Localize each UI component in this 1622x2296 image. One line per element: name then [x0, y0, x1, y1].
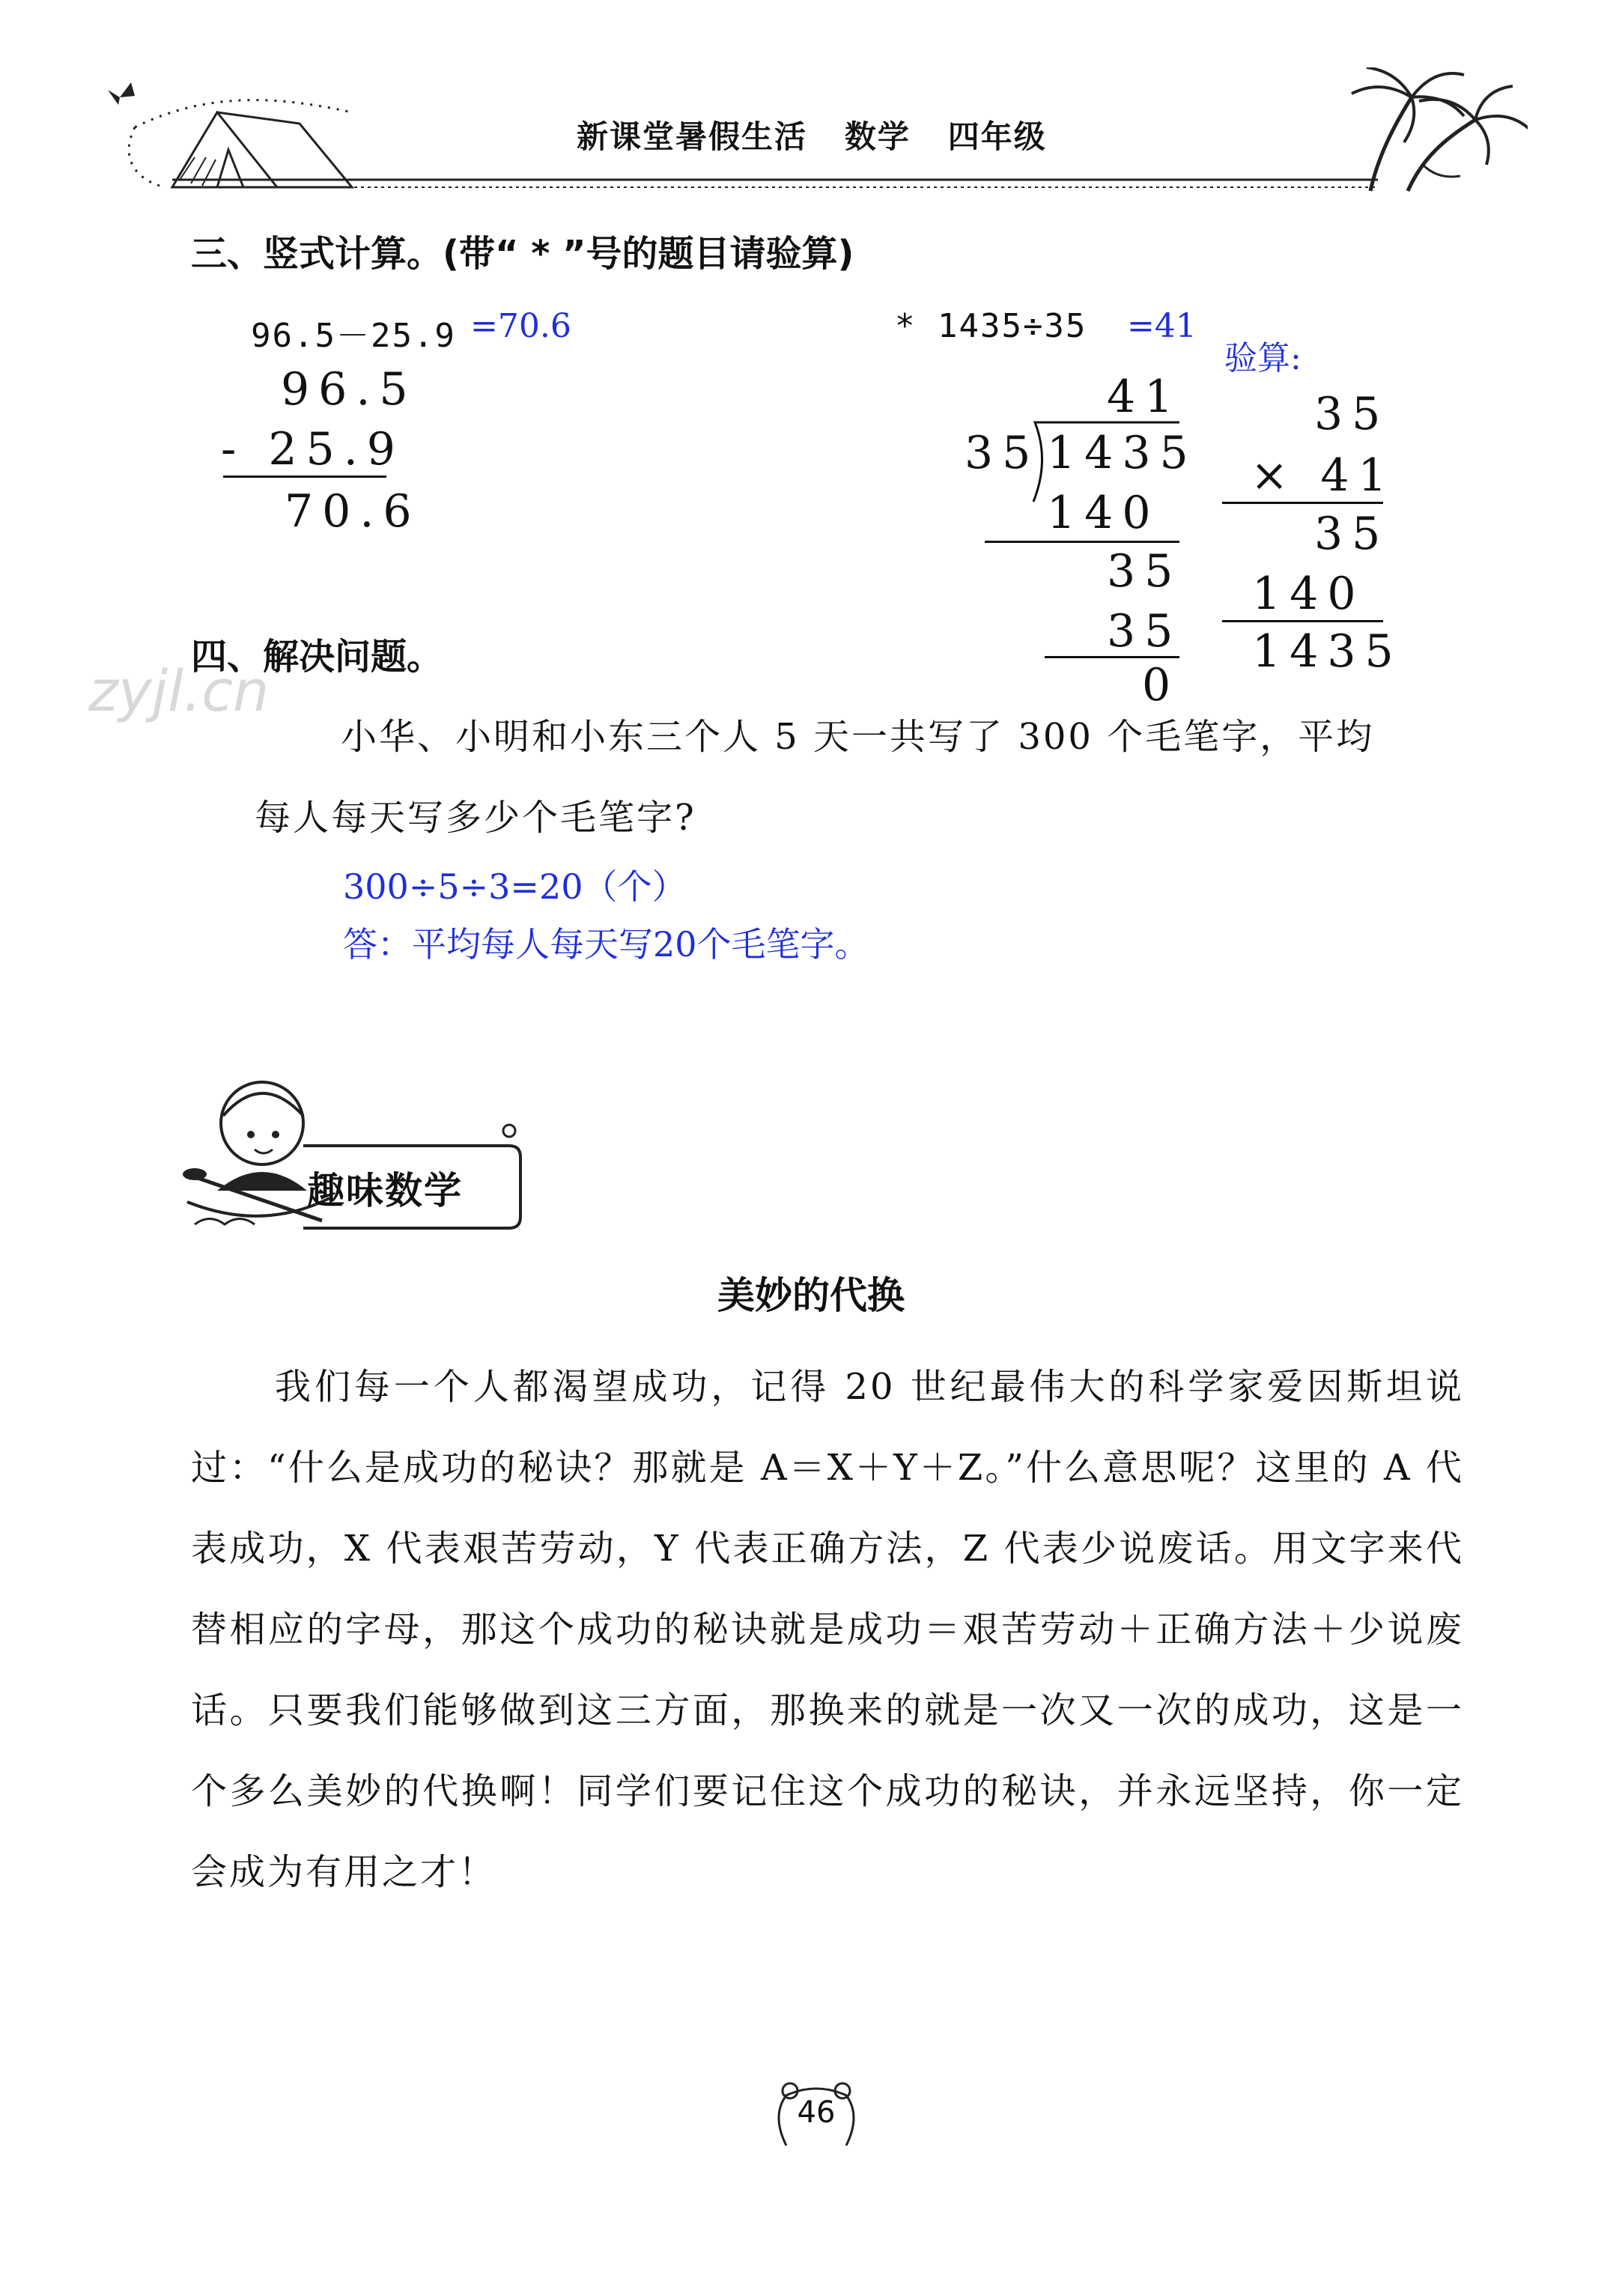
problem-1-expression: 96.5－25.9: [251, 317, 456, 355]
kayak-kid-illustration: [180, 1063, 524, 1243]
fun-math-badge: 趣味数学: [307, 1169, 463, 1212]
tent-icon: [172, 112, 352, 187]
article-title: 美妙的代换: [717, 1274, 905, 1317]
page-number: 46: [797, 2095, 836, 2130]
check-sum: 1435: [1252, 625, 1403, 678]
section-4-title: 四、解决问题。: [191, 636, 443, 678]
check-line-2: [1222, 620, 1383, 622]
p1-subtrahend: - 25.9: [221, 423, 404, 476]
check-partial-2: 140: [1252, 568, 1365, 620]
article-paragraph: 我们每一个人都渴望成功，记得 20 世纪最伟大的科学家爱因斯坦说过：“什么是成功的秘诀？那就是 A＝X＋Y＋Z。”什么意思呢？这里的 A 代表成功，X 代表艰苦劳动，Y 代表正确方法，Z 代表少说废话。用文字来代替相应的字母，那这个成功的秘诀就是成功＝艰苦劳动＋正确方法＋少说废话。只要我们能够做到这三方面，那换来的就是一次又一次的成功，这是一个多么美妙的代换啊！同学们要记住这个成功的秘诀，并永远坚持，你一定会成为有用之才！: [191, 1366, 1464, 1893]
division-step-2: 35: [1107, 545, 1182, 598]
section-3-title: 三、竖式计算。(带“ * ”号的题目请验算): [191, 233, 854, 275]
check-line-1: [1222, 502, 1383, 504]
header-title: 新课堂暑假生活 数学 四年级: [577, 118, 1047, 155]
division-step-3: 35: [1107, 605, 1182, 657]
division-dividend: 1435: [1047, 427, 1197, 479]
check-partial-1: 35: [1314, 508, 1390, 560]
division-line-2: [1045, 656, 1179, 658]
problem-1-answer: =70.6: [470, 307, 571, 345]
solution-equation: 300÷5÷3=20（个）: [343, 866, 687, 907]
butterfly-icon: [108, 82, 135, 105]
palm-tree-icon: [1352, 67, 1528, 191]
p1-result: 70.6: [285, 485, 421, 538]
p1-result-line: [223, 476, 386, 478]
division-divisor: 35: [965, 427, 1040, 479]
solution-answer: 答：平均每人每天写20个毛笔字。: [343, 924, 869, 965]
p1-minuend: 96.5: [281, 363, 417, 416]
division-line-1: [985, 541, 1179, 543]
question-line-1: 小华、小明和小东三个人 5 天一共写了 300 个毛笔字，平均: [341, 716, 1375, 758]
watermark: zyjl.cn: [88, 657, 270, 724]
problem-2-expression: * 1435÷35: [895, 307, 1087, 345]
problem-2-answer: =41: [1127, 307, 1197, 345]
division-remainder: 0: [1142, 659, 1180, 711]
question-line-2: 每人每天写多少个毛笔字?: [255, 797, 696, 839]
check-multiplier: × 41: [1251, 449, 1396, 502]
division-step-1: 140: [1047, 487, 1160, 539]
check-multiplicand: 35: [1314, 388, 1390, 440]
check-label: 验算:: [1224, 339, 1301, 377]
division-quotient: 41: [1107, 371, 1182, 423]
